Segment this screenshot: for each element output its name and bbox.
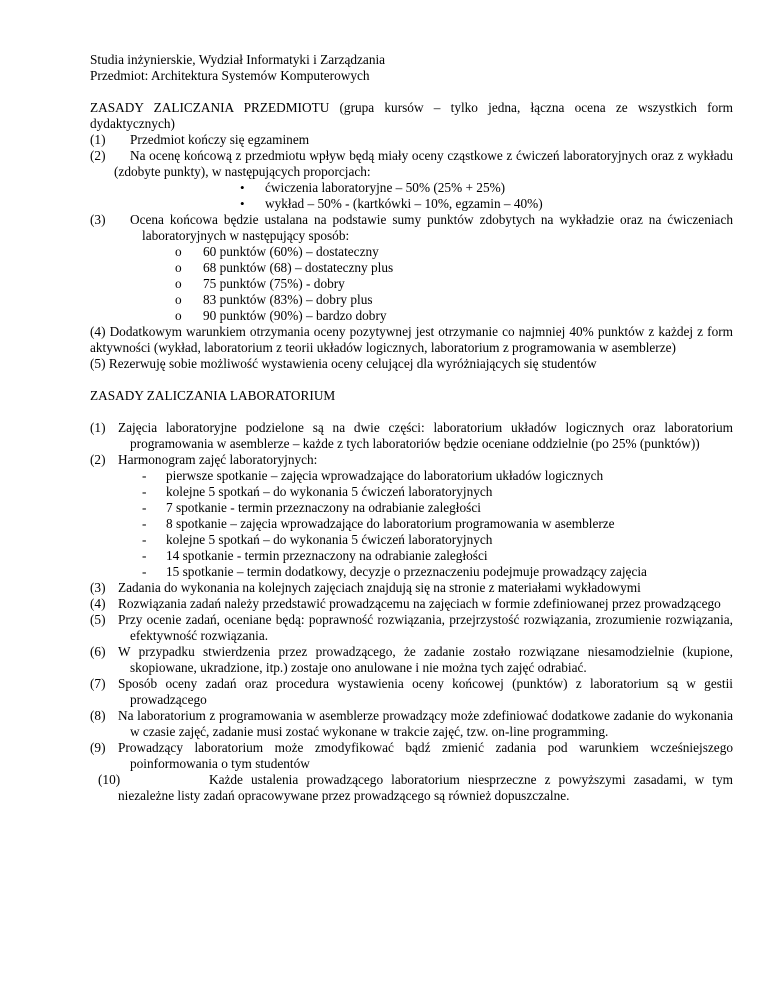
item-text: Na laboratorium z programowania w asemblerze prowadzący może zdefiniować dodatkowe zadanie do wykonania w czasie zajęć, zadanie musi zostać wykonane w trakcie zajęć, tzw. on-line programming. xyxy=(118,708,733,739)
schedule-text: kolejne 5 spotkań – do wykonania 5 ćwiczeń laboratoryjnych xyxy=(166,484,493,499)
subject-rules-heading: ZASADY ZALICZANIA PRZEDMIOTU (grupa kursów – tylko jedna, łączna ocena ze wszystkich form dydaktycznych) xyxy=(90,100,733,131)
item-number: (3) xyxy=(90,212,106,227)
circle-bullet-icon: o xyxy=(175,308,182,323)
schedule-text: kolejne 5 spotkań – do wykonania 5 ćwiczeń laboratoryjnych xyxy=(166,532,493,547)
dash-bullet-icon: - xyxy=(142,500,147,515)
grade-threshold xyxy=(90,244,733,260)
subject-item-5: (5) Rezerwuję sobie możliwość wystawienia oceny celującej dla wyróżniających się studentów xyxy=(90,356,597,371)
lab-item-1 xyxy=(90,420,733,452)
proportion-text: ćwiczenia laboratoryjne – 50% (25% + 25%) xyxy=(265,180,506,195)
lab-item-8 xyxy=(90,708,733,740)
circle-bullet-icon: o xyxy=(175,276,182,291)
grade-text: 60 punktów (60%) – dostateczny xyxy=(203,244,379,259)
item-number: (5) xyxy=(90,612,106,627)
subject-item-2 xyxy=(90,148,733,180)
proportion-item xyxy=(90,180,733,196)
item-number: (8) xyxy=(90,708,106,723)
item-number: (3) xyxy=(90,580,106,595)
schedule-item xyxy=(90,484,733,500)
dash-bullet-icon: - xyxy=(142,516,147,531)
grade-threshold xyxy=(90,292,733,308)
lab-item-5 xyxy=(90,612,733,644)
item-text: Sposób oceny zadań oraz procedura wystawienia oceny końcowej (punktów) z laboratorium są w gestii prowadzącego xyxy=(118,676,733,707)
dash-bullet-icon: - xyxy=(142,548,147,563)
item-text: Przedmiot kończy się egzaminem xyxy=(130,132,310,147)
lab-rules-heading: ZASADY ZALICZANIA LABORATORIUM xyxy=(90,388,336,403)
proportion-text: wykład – 50% - (kartkówki – 10%, egzamin – 40%) xyxy=(265,196,543,211)
dash-bullet-icon: - xyxy=(142,484,147,499)
item-number: (1) xyxy=(90,420,106,435)
grade-text: 90 punktów (90%) – bardzo dobry xyxy=(203,308,387,323)
item-number: (10) xyxy=(98,772,121,787)
subject-item-3 xyxy=(90,212,733,244)
schedule-text: 14 spotkanie - termin przeznaczony na odrabianie zaległości xyxy=(166,548,488,563)
lab-item-10 xyxy=(90,772,733,804)
lab-item-2 xyxy=(90,452,733,468)
item-number: (7) xyxy=(90,676,106,691)
item-text: Na ocenę końcową z przedmiotu wpływ będą miały oceny cząstkowe z ćwiczeń laboratoryjnych oraz z wykładu (zdobyte punkty), w następujących proporcjach: xyxy=(114,148,733,179)
grade-threshold xyxy=(90,276,733,292)
item-number: (2) xyxy=(90,452,106,467)
circle-bullet-icon: o xyxy=(175,244,182,259)
item-number: (9) xyxy=(90,740,106,755)
lab-item-6 xyxy=(90,644,733,676)
header-line-2: Przedmiot: Architektura Systemów Komputerowych xyxy=(90,68,370,83)
schedule-item xyxy=(90,564,733,580)
dash-bullet-icon: - xyxy=(142,564,147,579)
grade-text: 68 punktów (68) – dostateczny plus xyxy=(203,260,394,275)
schedule-item xyxy=(90,548,733,564)
dash-bullet-icon: - xyxy=(142,532,147,547)
item-text: Przy ocenie zadań, oceniane będą: poprawność rozwiązania, przejrzystość rozwiązania, zrozumienie rozwiązania, efektywność rozwiązania. xyxy=(118,612,733,643)
dash-bullet-icon: - xyxy=(142,468,147,483)
schedule-text: 8 spotkanie – zajęcia wprowadzające do laboratorium programowania w asemblerze xyxy=(166,516,615,531)
header-line-1: Studia inżynierskie, Wydział Informatyki i Zarządzania xyxy=(90,52,386,67)
grade-text: 83 punktów (83%) – dobry plus xyxy=(203,292,373,307)
schedule-item xyxy=(90,516,733,532)
lab-item-7 xyxy=(90,676,733,708)
grade-threshold xyxy=(90,308,733,324)
item-number: (6) xyxy=(90,644,106,659)
lab-item-4 xyxy=(90,596,733,612)
document-page xyxy=(90,52,733,804)
schedule-text: pierwsze spotkanie – zajęcia wprowadzające do laboratorium układów logicznych xyxy=(166,468,604,483)
item-text: Ocena końcowa będzie ustalana na podstawie sumy punktów zdobytych na wykładzie oraz na ćwiczeniach laboratoryjnych w następujący sposób: xyxy=(130,212,733,243)
item-text: Prowadzący laboratorium może zmodyfikować bądź zmienić zadania pod warunkiem wcześniejszego poinformowania o tym studentów xyxy=(118,740,733,771)
grade-text: 75 punktów (75%) - dobry xyxy=(203,276,345,291)
item-number: (2) xyxy=(90,148,106,163)
grade-threshold xyxy=(90,260,733,276)
item-text: Harmonogram zajęć laboratoryjnych: xyxy=(118,452,318,467)
lab-item-9 xyxy=(90,740,733,772)
subject-item-4: (4) Dodatkowym warunkiem otrzymania oceny pozytywnej jest otrzymanie co najmniej 40% punktów z każdej z form aktywności (wykład, laboratorium z teorii układów logicznych, laboratorium z programowania w asemblerze) xyxy=(90,324,733,355)
bullet-icon: • xyxy=(240,196,245,211)
lab-item-3 xyxy=(90,580,733,596)
schedule-item xyxy=(90,468,733,484)
item-text: Rozwiązania zadań należy przedstawić prowadzącemu na zajęciach w formie zdefiniowanej przez prowadzącego xyxy=(118,596,721,611)
item-number: (1) xyxy=(90,132,106,147)
subject-item-1 xyxy=(90,132,733,148)
item-text: Zadania do wykonania na kolejnych zajęciach znajdują się na stronie z materiałami wykładowymi xyxy=(118,580,641,595)
item-text: Zajęcia laboratoryjne podzielone są na dwie części: laboratorium układów logicznych oraz laboratorium programowania w asemblerze – każde z tych laboratoriów będzie oceniane oddzielnie (po 25% (punktów)) xyxy=(118,420,733,451)
bullet-icon: • xyxy=(240,180,245,195)
schedule-text: 7 spotkanie - termin przeznaczony na odrabianie zaległości xyxy=(166,500,481,515)
schedule-text: 15 spotkanie – termin dodatkowy, decyzje o przeznaczeniu podejmuje prowadzący zajęcia xyxy=(166,564,647,579)
schedule-item xyxy=(90,532,733,548)
circle-bullet-icon: o xyxy=(175,292,182,307)
circle-bullet-icon: o xyxy=(175,260,182,275)
item-text: Każde ustalenia prowadzącego laboratorium niesprzeczne z powyższymi zasadami, w tym niezależne listy zadań opracowywane przez prowadzącego są również dopuszczalne. xyxy=(118,772,733,803)
proportion-item xyxy=(90,196,733,212)
item-text: W przypadku stwierdzenia przez prowadzącego, że zadanie zostało rozwiązane niesamodzielnie (kupione, skopiowane, ukradzione, itp.) zostaje ono anulowane i nie można tych zajęć odrabiać. xyxy=(118,644,733,675)
schedule-item xyxy=(90,500,733,516)
item-number: (4) xyxy=(90,596,106,611)
